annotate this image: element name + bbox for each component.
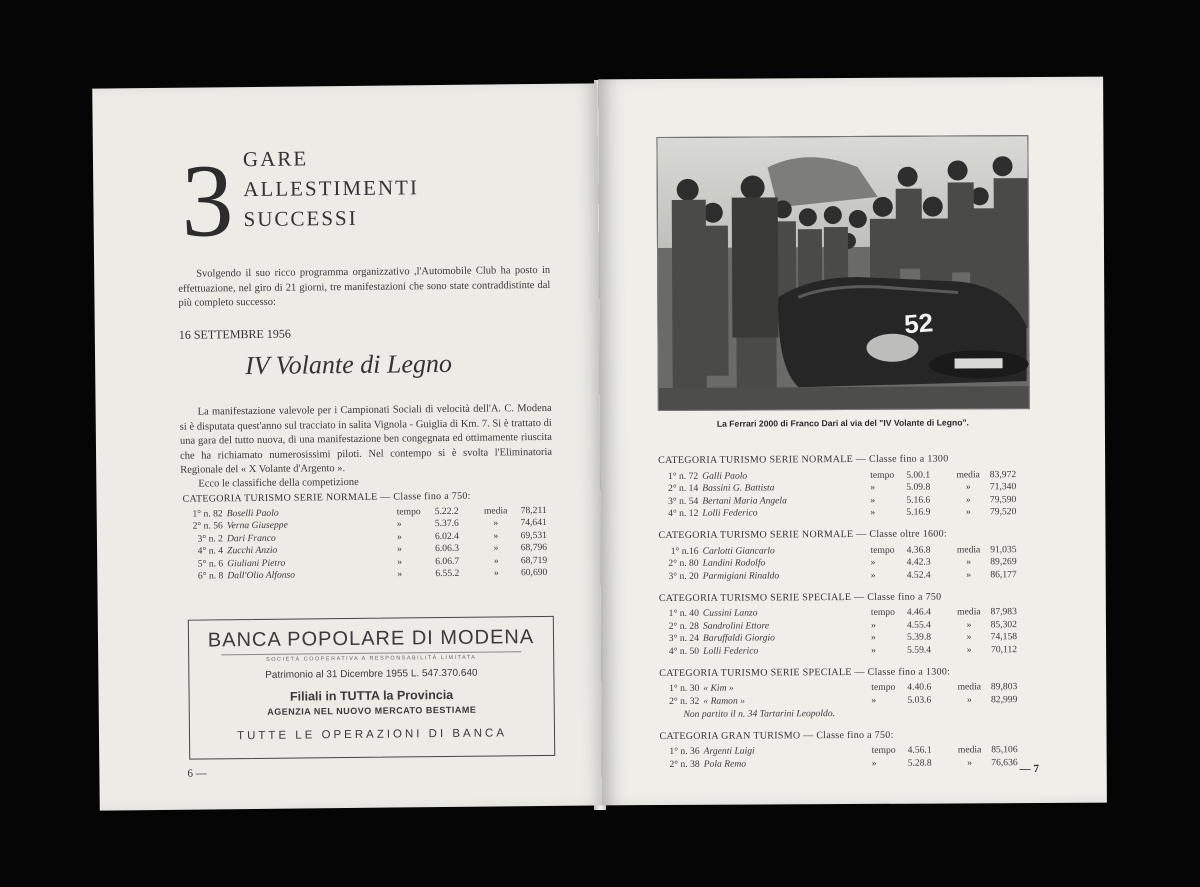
- result-position: 1° n. 30: [669, 683, 700, 695]
- result-time: 4.55.4: [906, 619, 931, 631]
- driver-name: Cussini Lanzo: [702, 607, 758, 620]
- result-position: 5° n. 6: [197, 558, 224, 570]
- speed-label: »: [966, 694, 972, 706]
- driver-name: Landini Rodolfo: [702, 557, 766, 570]
- driver-name: Boselli Paolo: [226, 507, 279, 520]
- category-heading: CATEGORIA TURISMO SERIE NORMALE — Classe oltre 1600:: [658, 528, 948, 542]
- average-speed: 71,340: [989, 481, 1017, 493]
- bank-agency: AGENZIA NEL NUOVO MERCATO BESTIAME: [267, 704, 477, 717]
- time-label: »: [397, 543, 402, 555]
- event-date: 16 SETTEMBRE 1956: [178, 326, 291, 342]
- average-speed: 89,269: [990, 556, 1017, 568]
- speed-label: »: [966, 556, 972, 568]
- average-speed: 83,972: [989, 468, 1017, 481]
- driver-name: Parmigiani Rinaldo: [702, 570, 780, 582]
- average-speed: 74,158: [990, 631, 1018, 643]
- driver-name: Sandrolini Ettore: [702, 620, 770, 632]
- result-time: 5.39.8: [907, 631, 932, 643]
- results-table: [660, 744, 1018, 771]
- speed-label: media: [483, 505, 508, 517]
- result-time: 5.16.6: [906, 494, 931, 506]
- average-speed: 68,719: [520, 554, 548, 566]
- average-speed: 86,177: [990, 568, 1017, 581]
- headline-line-3: SUCCESSI: [243, 205, 358, 232]
- result-position: 2° n. 32: [669, 695, 700, 707]
- time-label: »: [396, 518, 402, 530]
- result-row: [659, 568, 1017, 582]
- driver-name: « Kim »: [703, 682, 734, 695]
- category-heading: CATEGORIA TURISMO SERIE NORMALE — Classe fino a 750:: [182, 490, 471, 505]
- result-time: 4.42.3: [906, 556, 931, 568]
- event-title: IV Volante di Legno: [244, 348, 453, 381]
- average-speed: 69,531: [520, 529, 547, 541]
- average-speed: 87,983: [990, 606, 1017, 618]
- average-speed: 76,636: [991, 756, 1018, 769]
- average-speed: 78,211: [520, 504, 547, 516]
- time-label: »: [397, 556, 403, 568]
- speed-label: »: [966, 631, 972, 643]
- result-position: 4° n. 4: [197, 545, 224, 557]
- result-position: 2° n. 38: [669, 758, 700, 770]
- category-heading: CATEGORIA TURISMO SERIE NORMALE — Classe fino a 1300: [658, 453, 949, 467]
- speed-label: »: [965, 494, 971, 506]
- result-time: 5.59.4: [907, 644, 932, 656]
- driver-name: Zucchi Anzio: [227, 545, 278, 557]
- result-position: 3° n. 24: [668, 633, 700, 645]
- time-label: »: [870, 619, 876, 631]
- average-speed: 79,590: [989, 493, 1017, 506]
- speed-label: media: [956, 469, 980, 481]
- headline-line-1: GARE: [242, 146, 309, 172]
- time-label: »: [397, 568, 403, 580]
- speed-label: »: [493, 530, 499, 542]
- section-note: Non partito il n. 34 Tartarini Leopoldo.: [683, 707, 836, 720]
- right-page: [598, 77, 1107, 806]
- category-heading: CATEGORIA GRAN TURISMO — Classe fino a 750:: [659, 729, 894, 742]
- results-table: [659, 681, 1017, 708]
- result-row: [660, 756, 1018, 770]
- average-speed: 82,999: [990, 693, 1018, 706]
- result-time: 4.46.4: [906, 606, 931, 618]
- average-speed: 85,106: [991, 744, 1018, 756]
- result-position: 6° n. 8: [197, 570, 224, 582]
- average-speed: 79,520: [989, 506, 1017, 518]
- left-page: [92, 83, 605, 810]
- average-speed: 89,803: [990, 681, 1018, 693]
- car-number: 52: [903, 307, 935, 340]
- result-row: [658, 506, 1016, 520]
- race-photo-illustration: [657, 136, 1028, 410]
- result-position: 2° n. 56: [192, 520, 223, 532]
- driver-name: Bertani Maria Angela: [702, 495, 787, 507]
- result-position: 4° n. 12: [668, 508, 699, 520]
- speed-label: »: [493, 555, 499, 567]
- driver-name: Bassini G. Battista: [702, 482, 775, 495]
- bank-advertisement: [188, 616, 555, 760]
- speed-label: »: [966, 569, 972, 581]
- driver-name: Baruffaldi Giorgio: [703, 632, 775, 645]
- headline-line-2: ALLESTIMENTI: [243, 175, 420, 202]
- results-table: [183, 504, 548, 583]
- result-time: 5.37.6: [434, 518, 459, 530]
- result-time: 6.55.2: [435, 568, 460, 580]
- driver-name: Pola Remo: [703, 758, 747, 770]
- driver-name: Carlotti Giancarlo: [702, 545, 775, 557]
- average-speed: 91,035: [990, 543, 1017, 556]
- time-label: »: [871, 632, 876, 644]
- big-number: 3: [180, 143, 235, 259]
- race-photo: [656, 135, 1029, 411]
- time-label: »: [396, 531, 402, 543]
- classifiche-intro: Ecco le classifiche della competizione: [198, 476, 359, 490]
- bank-subtitle: SOCIETÀ COOPERATIVA A RESPONSABILITÀ LIMITATA: [266, 654, 477, 663]
- result-time: 6.06.3: [435, 543, 460, 555]
- time-label: »: [870, 569, 876, 581]
- time-label: »: [871, 757, 877, 769]
- result-position: 1° n. 82: [192, 508, 223, 520]
- result-time: 4.40.6: [907, 681, 932, 693]
- speed-label: »: [966, 619, 972, 631]
- speed-label: media: [956, 544, 981, 556]
- speed-label: »: [965, 506, 971, 518]
- result-position: 1° n. 72: [667, 470, 699, 482]
- photo-caption: La Ferrari 2000 di Franco Dari al via del "IV Volante di Legno".: [716, 417, 969, 429]
- time-label: »: [870, 482, 876, 494]
- time-label: tempo: [870, 607, 895, 619]
- intro-paragraph: Svolgendo il suo ricco programma organizzativo ,l'Automobile Club ha posto in effettuazione, nel giro di 21 giorni, tre manifestazioni che sono state contraddistinte dal più completo successo:: [178, 264, 551, 309]
- result-time: 5.09.8: [906, 481, 931, 493]
- event-description: La manifestazione valevole per i Campionati Sociali di velocità dell'A. C. Modena si è disputata quest'anno sul tracciato in salita Vignola - Guiglia di Km. 7. Si è trattato di una gara del tutto nuova, di una manifestazione ben congegnata ed ottimamente riuscita che ha richiamato numerosissimi piloti. Nel contempo si è svolta l'Eliminatoria Regionale del « X Volante d'Argento ».: [179, 402, 553, 477]
- average-speed: 70,112: [991, 643, 1018, 656]
- time-label: »: [870, 507, 876, 519]
- speed-label: media: [957, 681, 982, 693]
- driver-name: Verna Giuseppe: [226, 519, 288, 532]
- time-label: »: [871, 694, 877, 706]
- result-time: 4.56.1: [907, 744, 932, 756]
- speed-label: »: [967, 757, 973, 769]
- result-time: 6.02.4: [434, 530, 459, 542]
- speed-label: »: [493, 542, 499, 554]
- average-speed: 68,796: [520, 542, 548, 554]
- average-speed: 60,690: [520, 567, 548, 579]
- result-row: [659, 643, 1017, 657]
- bank-operations: TUTTE LE OPERAZIONI DI BANCA: [236, 727, 508, 743]
- driver-name: Dall'Olio Alfonso: [227, 569, 296, 582]
- speed-label: media: [957, 606, 981, 618]
- bank-capital: Patrimonio al 31 Dicembre 1955 L. 547.370.640: [265, 667, 478, 681]
- speed-label: media: [957, 744, 982, 756]
- driver-name: Lolli Federico: [702, 507, 758, 520]
- result-position: 1° n.16: [670, 545, 699, 557]
- bank-branches: Filiali in TUTTA la Provincia: [289, 687, 454, 704]
- result-position: 2° n. 14: [667, 483, 699, 495]
- results-table: [658, 468, 1016, 520]
- results-table: [659, 606, 1017, 658]
- speed-label: »: [965, 481, 971, 493]
- speed-label: »: [493, 567, 499, 579]
- average-speed: 85,302: [990, 618, 1017, 631]
- result-time: 5.16.9: [906, 506, 931, 518]
- result-time: 5.03.6: [907, 694, 932, 706]
- speed-label: »: [966, 644, 972, 656]
- result-position: 2° n. 28: [668, 620, 699, 632]
- driver-name: Argenti Luigi: [703, 745, 755, 758]
- results-table: [659, 543, 1017, 582]
- time-label: »: [871, 644, 876, 656]
- time-label: tempo: [870, 544, 895, 556]
- time-label: tempo: [396, 505, 421, 518]
- result-position: 3° n. 2: [197, 533, 224, 545]
- driver-name: Dari Franco: [226, 532, 276, 545]
- bank-name: BANCA POPOLARE DI MODENA: [207, 626, 535, 652]
- time-label: »: [870, 494, 876, 506]
- driver-name: Galli Paolo: [702, 470, 748, 482]
- result-time: 4.36.8: [906, 544, 931, 556]
- speed-label: »: [493, 517, 499, 529]
- result-position: 1° n. 36: [669, 746, 700, 758]
- result-position: 1° n. 40: [668, 608, 699, 620]
- category-heading: CATEGORIA TURISMO SERIE SPECIALE — Classe fino a 1300:: [659, 665, 951, 679]
- result-row: [659, 693, 1017, 707]
- time-label: »: [870, 557, 876, 569]
- result-position: 3° n. 20: [668, 570, 699, 582]
- driver-name: Giuliani Pietro: [227, 557, 286, 570]
- result-time: 6.06.7: [435, 555, 460, 567]
- time-label: tempo: [871, 745, 896, 757]
- category-heading: CATEGORIA TURISMO SERIE SPECIALE — Classe fino a 750: [658, 591, 942, 604]
- result-time: 5.00.1: [906, 469, 931, 481]
- result-position: 3° n. 54: [668, 495, 699, 507]
- result-position: 4° n. 50: [668, 645, 700, 657]
- result-time: 5.22.2: [434, 505, 459, 517]
- driver-name: Lolli Federico: [703, 645, 759, 657]
- result-time: 5.28.8: [907, 757, 932, 769]
- result-time: 4.52.4: [906, 569, 931, 581]
- result-position: 2° n. 80: [668, 558, 699, 570]
- time-label: tempo: [870, 469, 895, 481]
- page-number-left: 6 —: [187, 767, 207, 780]
- time-label: tempo: [871, 682, 896, 694]
- driver-name: « Ramon »: [703, 695, 745, 707]
- average-speed: 74,641: [520, 517, 547, 529]
- page-number-right: — 7: [1019, 763, 1040, 776]
